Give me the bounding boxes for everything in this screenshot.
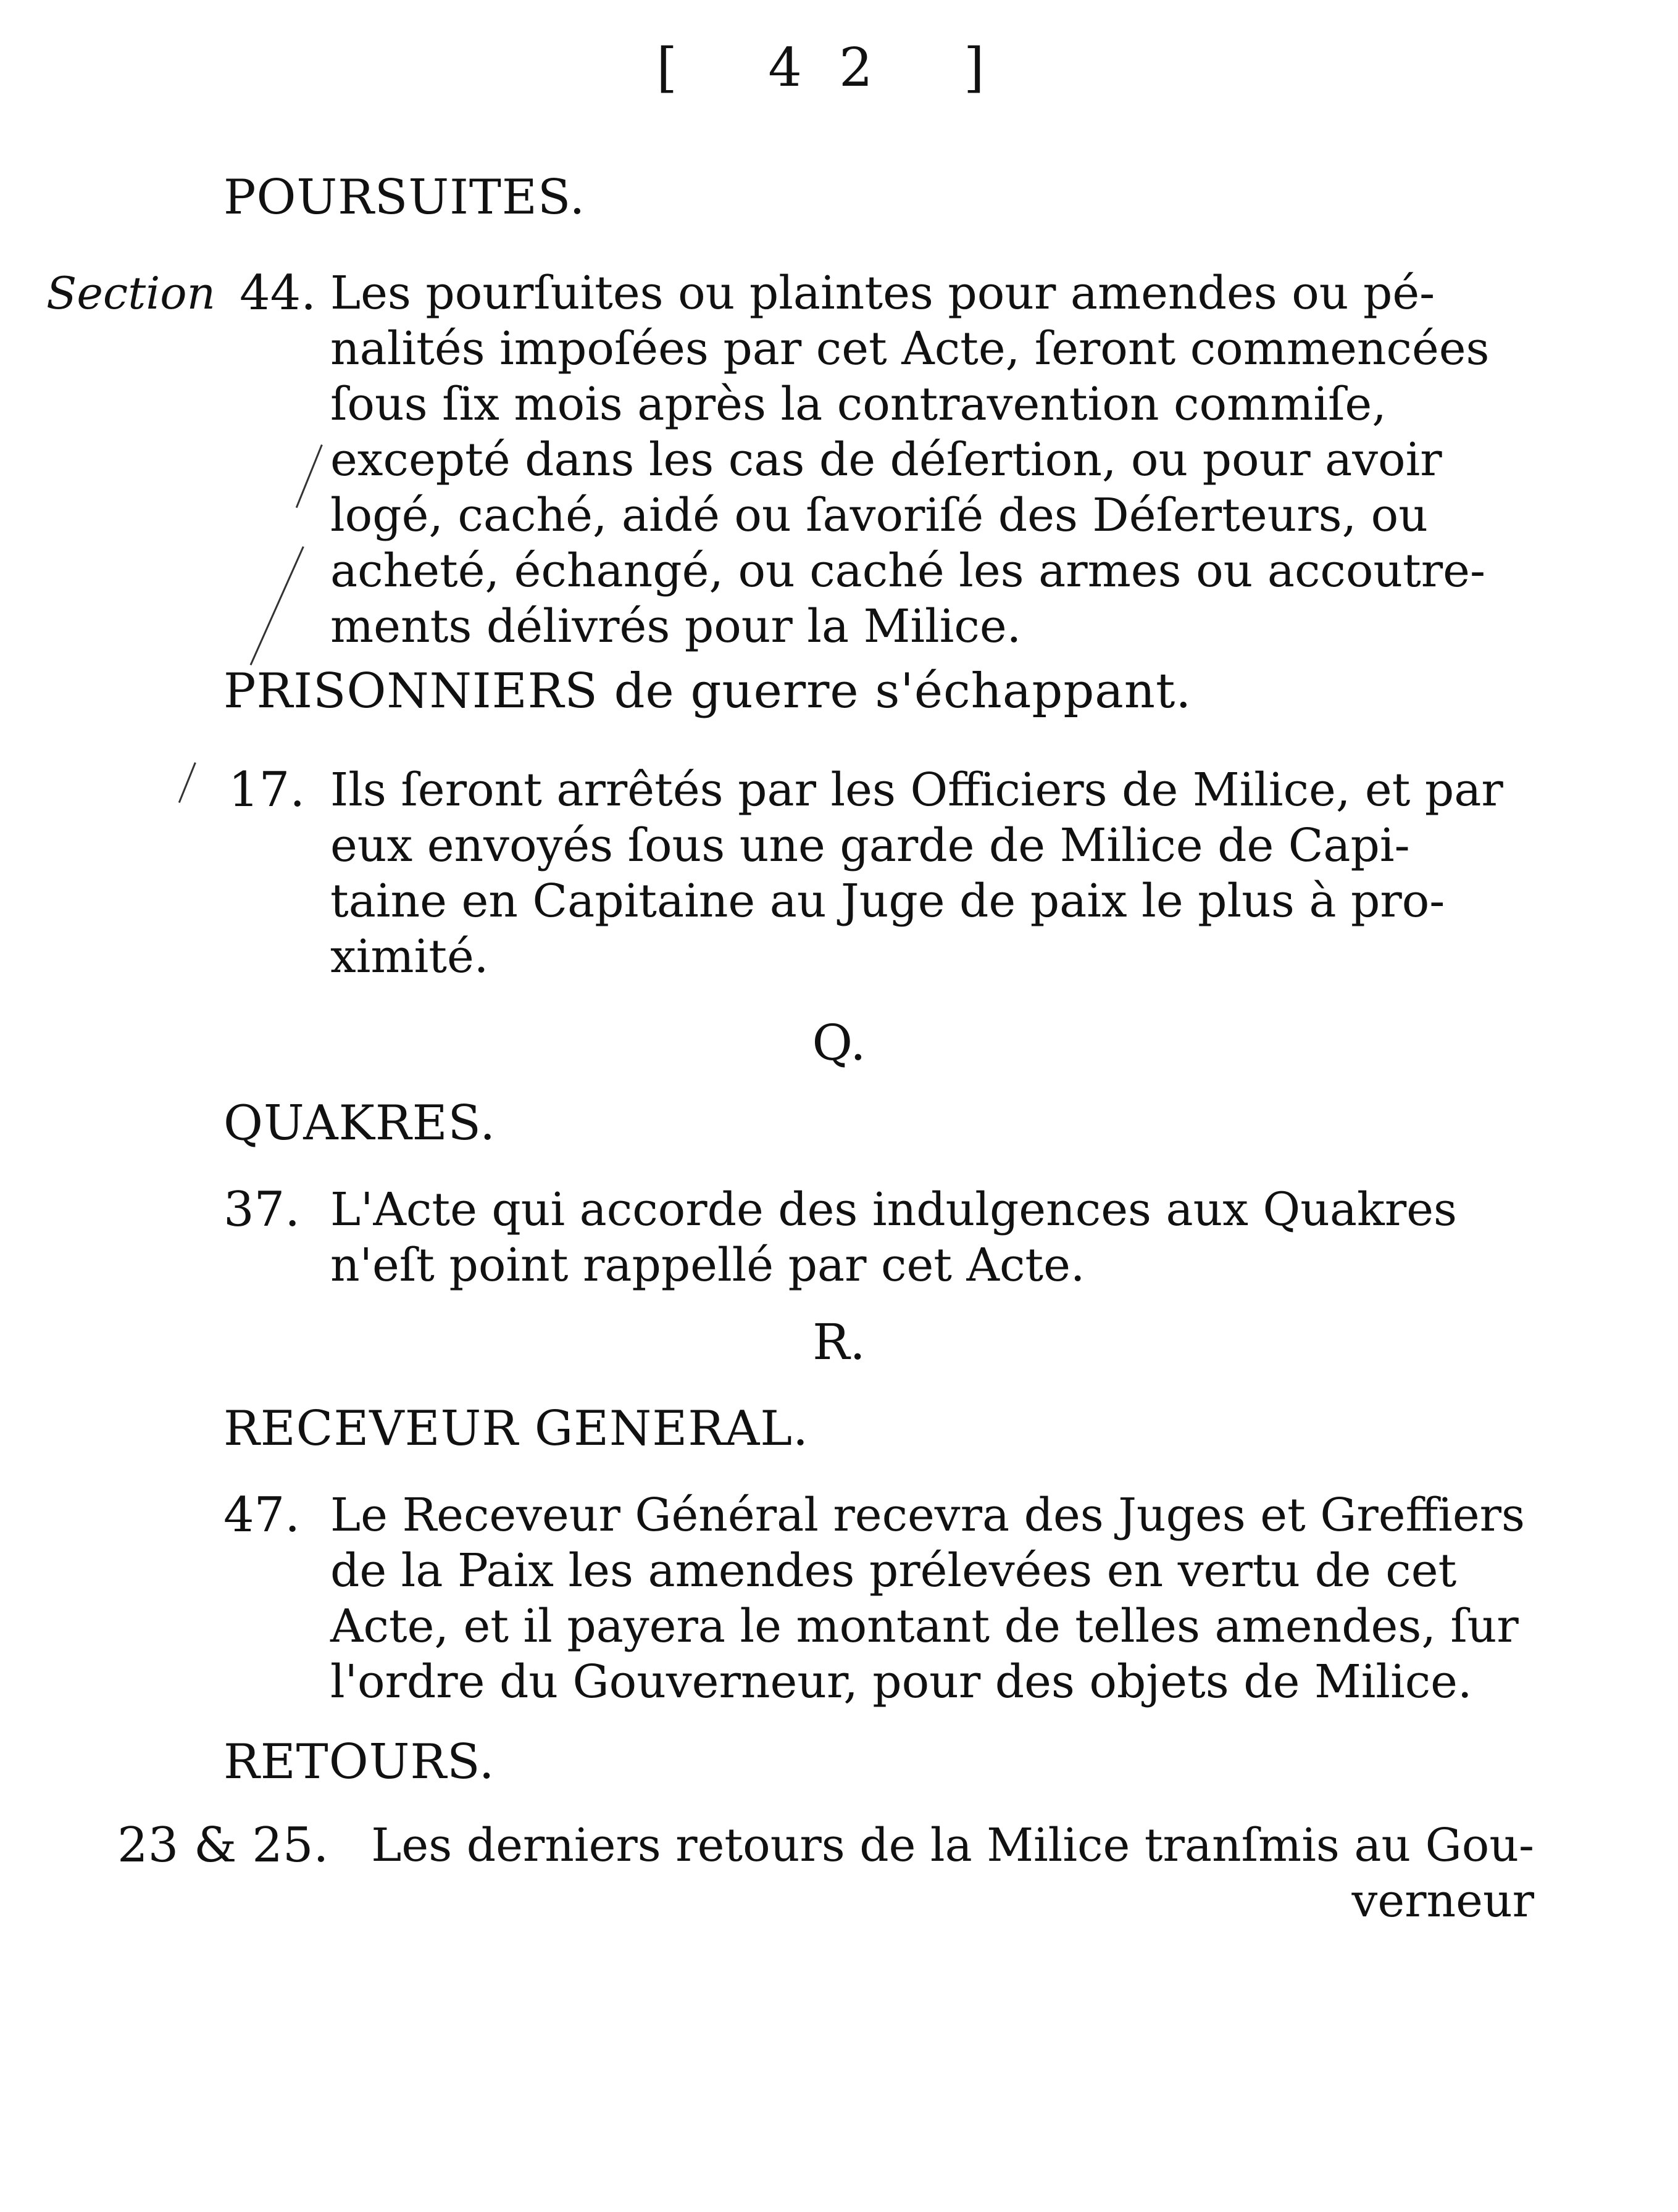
text-line: excepté dans les cas de déſertion, ou pour avoir [330,433,1442,486]
section-label: Section [46,267,215,319]
entry-number: 37. [223,1182,301,1237]
text-line: ments délivrés pour la Milice. [330,600,1022,653]
heading-receveur-general: RECEVEUR GENERAL. [223,1401,809,1457]
text-line: Les pourſuites ou plaintes pour amendes ou pé- [330,267,1435,320]
text-line: Le Receveur Général recevra des Juges et Greffiers [330,1489,1525,1542]
text-line: acheté, échangé, ou caché les armes ou accoutre- [330,544,1485,597]
text-line: Les derniers retours de la Milice tranſmis au Gou- [371,1819,1534,1872]
text-line: logé, caché, aidé ou ſavoriſé des Déſerteurs, ou [330,489,1428,542]
text-line: taine en Capitaine au Juge de paix le plus à pro- [330,875,1445,928]
heading-quakres: QUAKRES. [223,1096,496,1151]
text-line: nalités impoſées par cet Acte, ſeront commencées [330,322,1490,375]
heading-prisonniers: PRISONNIERS de guerre s'échappant. [223,663,1192,719]
text-line: ximité. [330,930,489,983]
text-line: eux envoyés ſous une garde de Milice de Capi- [330,819,1410,872]
text-line: L'Acte qui accorde des indulgences aux Quakres [330,1183,1457,1236]
margin-pen-mark [178,762,196,803]
text-line: l'ordre du Gouverneur, pour des objets de Milice. [330,1655,1472,1708]
entry-text-receveur [330,1487,1534,1710]
margin-pen-mark [250,546,304,665]
text-line: n'eſt point rappellé par cet Acte. [330,1239,1085,1292]
page-number: [ 42 ] [656,37,1022,99]
letter-divider-r: R. [812,1313,866,1371]
entry-text-retours [330,1818,1534,1929]
text-line: de la Paix les amendes prélevées en vertu de cet [330,1544,1457,1597]
entry-number: 47. [223,1487,301,1543]
text-line: Ils ſeront arrêtés par les Officiers de Milice, et par [330,763,1503,817]
heading-poursuites: POURSUITES. [223,170,586,225]
entry-text-poursuites [330,265,1534,654]
heading-retours: RETOURS. [223,1734,495,1790]
entry-number: 17. [228,762,306,818]
entry-number: 23 & 25. [117,1818,329,1873]
margin-pen-mark [296,444,323,508]
text-line: ſous ſix mois après la contravention commiſe, [330,378,1387,431]
letter-divider-q: Q. [812,1014,866,1071]
text-line: Acte, et il payera le montant de telles amendes, ſur [330,1600,1519,1653]
text-line: verneur [1351,1874,1534,1927]
entry-text-quakres [330,1182,1534,1293]
entry-number: 44. [240,265,317,321]
entry-text-prisonniers [330,762,1534,984]
